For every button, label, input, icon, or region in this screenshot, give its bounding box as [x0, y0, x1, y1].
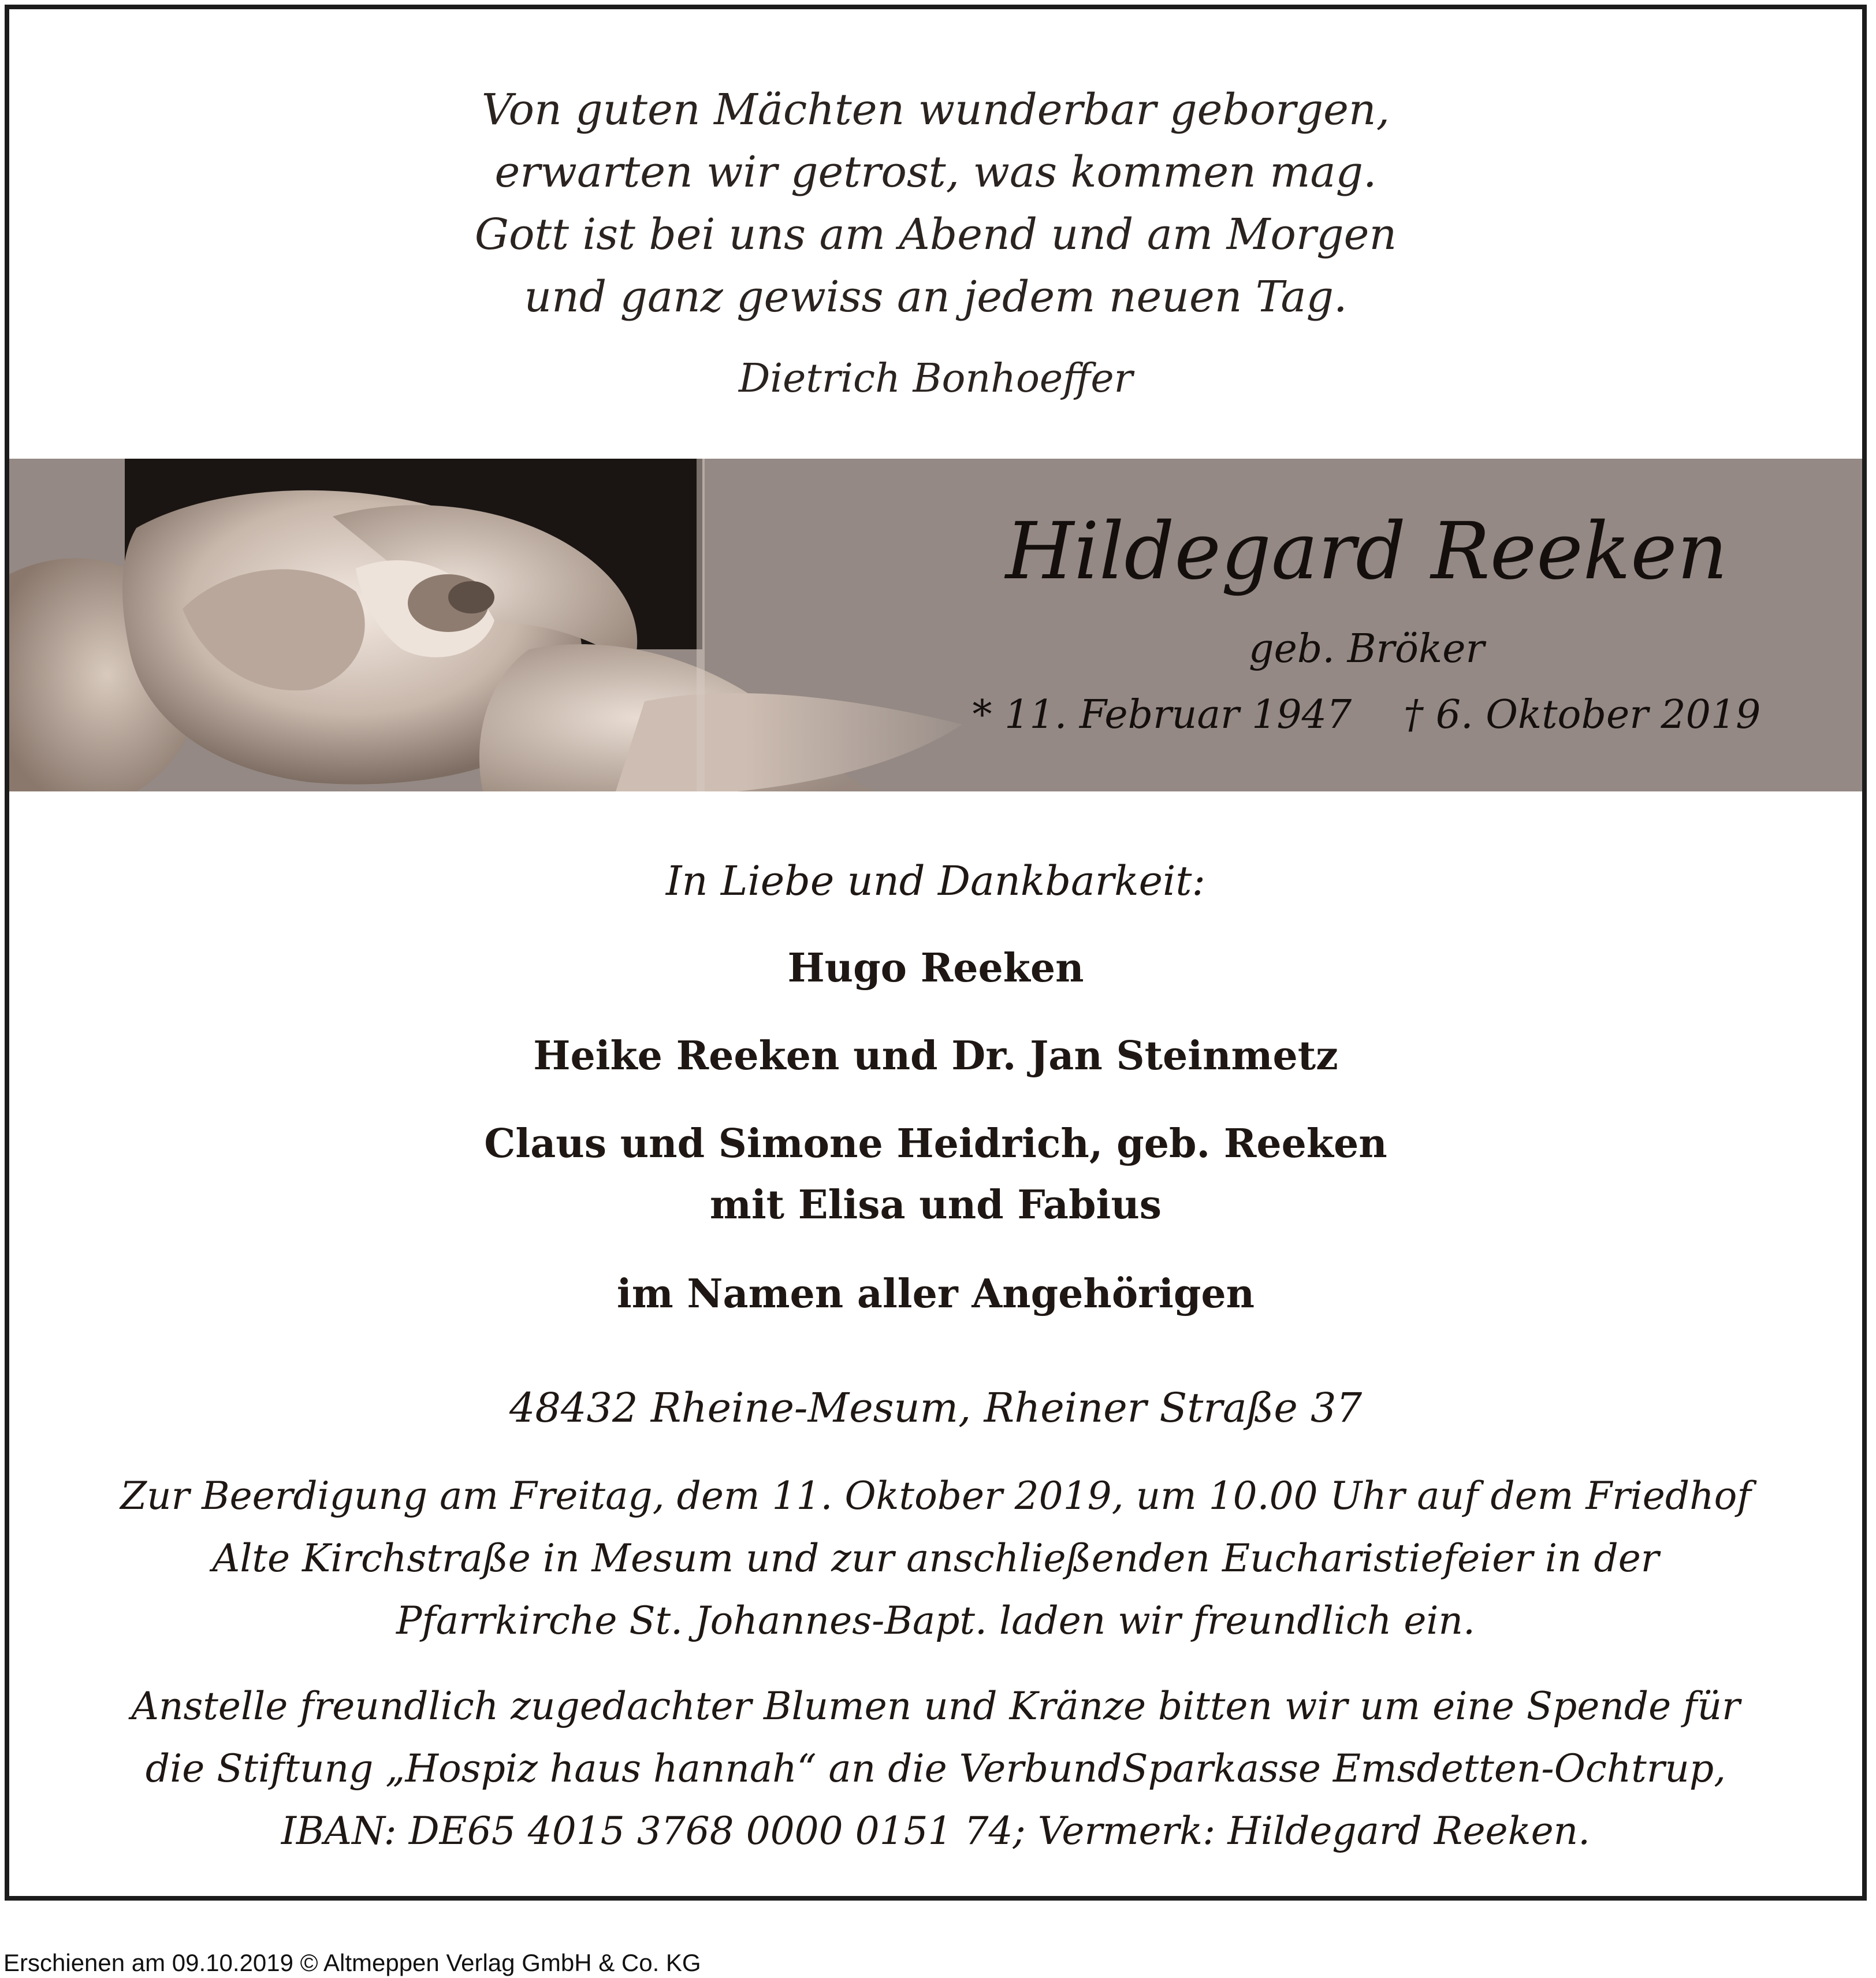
poem-line: und ganz gewiss an jedem neuen Tag. — [524, 272, 1348, 322]
mourner-name: Heike Reeken und Dr. Jan Steinmetz — [533, 1033, 1338, 1079]
address: 48432 Rheine-Mesum, Rheiner Straße 37 — [509, 1384, 1363, 1432]
birth-name: geb. Bröker — [1249, 626, 1484, 672]
death-date: † 6. Oktober 2019 — [1404, 692, 1761, 738]
mourner-name: im Namen aller Angehörigen — [616, 1271, 1255, 1317]
funeral-line: Pfarrkirche St. Johannes-Bapt. laden wir freundlich ein. — [396, 1598, 1475, 1643]
donation-notice — [9, 1675, 1862, 1862]
rose-photo — [9, 459, 991, 791]
mourner-name: Claus und Simone Heidrich, geb. Reeken — [484, 1121, 1387, 1167]
funeral-notice — [9, 1465, 1862, 1652]
mourner-name: Hugo Reeken — [787, 945, 1084, 991]
poem-line: Gott ist bei uns am Abend und am Morgen — [474, 210, 1397, 259]
poem-line: erwarten wir getrost, was kommen mag. — [494, 147, 1377, 197]
birth-date: * 11. Februar 1947 — [972, 692, 1352, 738]
funeral-line: Alte Kirchstraße in Mesum und zur anschließenden Eucharistiefeier in der — [212, 1536, 1659, 1581]
publication-footer: Erschienen am 09.10.2019 © Altmeppen Verlag GmbH & Co. KG — [3, 1949, 701, 1976]
donation-line: Anstelle freundlich zugedachter Blumen und Kränze bitten wir um eine Spende für — [131, 1684, 1740, 1728]
obituary-frame — [5, 5, 1867, 1901]
donation-line: die Stiftung „Hospiz haus hannah“ an die VerbundSparkasse Emsdetten-Ochtrup, — [145, 1746, 1726, 1791]
poem-line: Von guten Mächten wunderbar geborgen, — [481, 85, 1390, 135]
poem-author: Dietrich Bonhoeffer — [738, 356, 1133, 401]
funeral-line: Zur Beerdigung am Freitag, dem 11. Oktober 2019, um 10.00 Uhr auf dem Friedhof — [120, 1474, 1751, 1518]
mourners-intro: In Liebe und Dankbarkeit: — [665, 857, 1206, 905]
life-dates — [876, 692, 1858, 738]
mourner-name: mit Elisa und Fabius — [709, 1182, 1162, 1228]
deceased-name: Hildegard Reeken — [1005, 506, 1728, 597]
poem — [9, 79, 1862, 328]
donation-line: IBAN: DE65 4015 3768 0000 0151 74; Vermerk: Hildegard Reeken. — [281, 1809, 1591, 1853]
